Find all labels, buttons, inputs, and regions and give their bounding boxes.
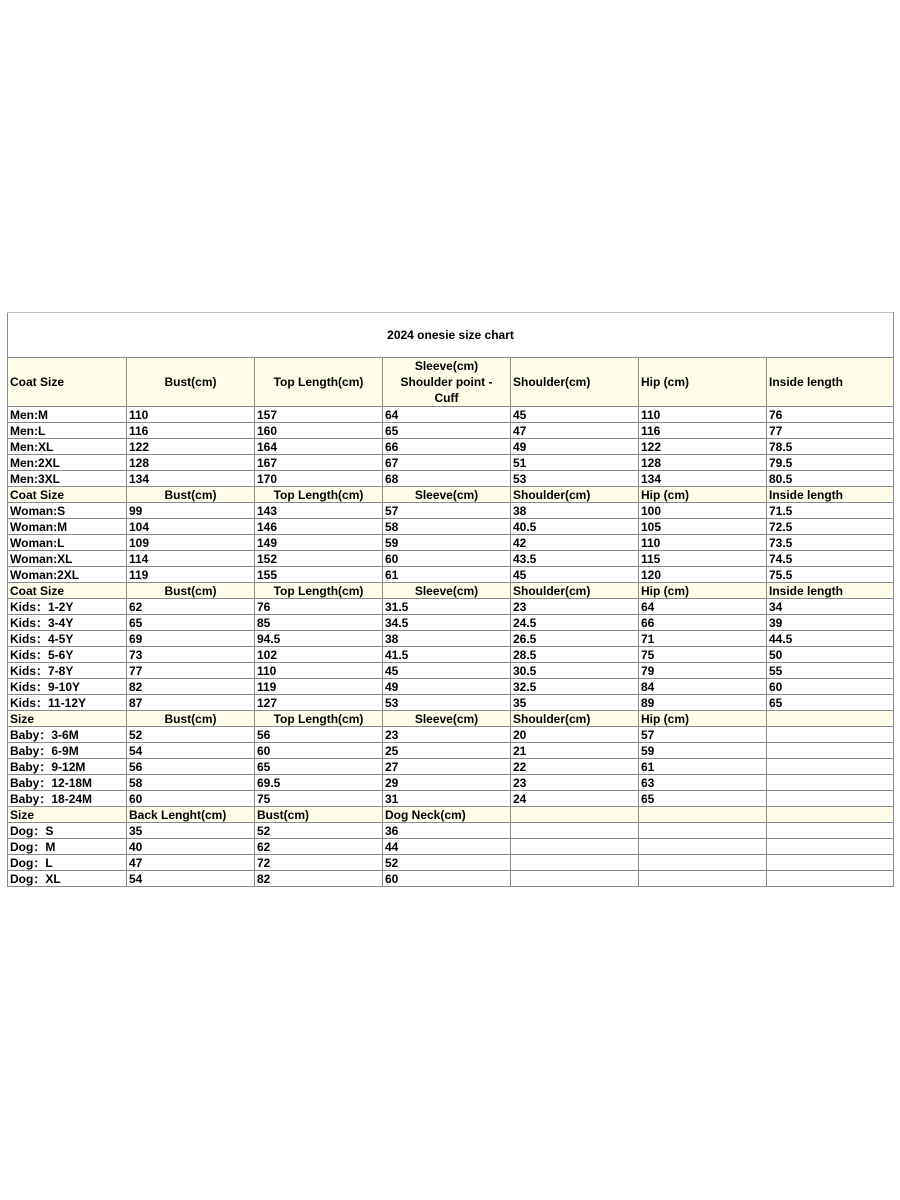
header-cell: Back Lenght(cm) (127, 807, 255, 823)
table-cell (767, 759, 894, 775)
main-header-row (8, 358, 894, 407)
table-cell: Kids：1-2Y (8, 599, 127, 615)
header-cell: Hip (cm) (639, 358, 767, 407)
table-cell: 45 (383, 663, 511, 679)
table-cell: 110 (255, 663, 383, 679)
table-cell: 99 (127, 503, 255, 519)
table-cell: 50 (767, 647, 894, 663)
table-cell (511, 823, 639, 839)
table-cell: 20 (511, 727, 639, 743)
table-cell: 119 (255, 679, 383, 695)
table-cell: Kids：5-6Y (8, 647, 127, 663)
table-cell: 82 (255, 871, 383, 887)
table-cell: 34 (767, 599, 894, 615)
table-cell: 45 (511, 567, 639, 583)
table-cell: 79 (639, 663, 767, 679)
table-cell (767, 839, 894, 855)
header-cell: Top Length(cm) (255, 583, 383, 599)
table-cell: 62 (127, 599, 255, 615)
table-cell: 55 (767, 663, 894, 679)
table-cell: 56 (127, 759, 255, 775)
table-cell: 143 (255, 503, 383, 519)
header-cell: Coat Size (8, 358, 127, 407)
table-cell (767, 871, 894, 887)
table-cell: Baby：6-9M (8, 743, 127, 759)
table-cell: 54 (127, 871, 255, 887)
header-cell: Hip (cm) (639, 583, 767, 599)
table-cell: Dog：S (8, 823, 127, 839)
table-row (8, 599, 894, 615)
table-row (8, 871, 894, 887)
table-cell (767, 727, 894, 743)
table-cell: 85 (255, 615, 383, 631)
table-cell: 58 (383, 519, 511, 535)
section-header-row (8, 711, 894, 727)
table-row (8, 759, 894, 775)
table-cell: Men:XL (8, 439, 127, 455)
section-header-row (8, 583, 894, 599)
table-row (8, 727, 894, 743)
header-cell: Shoulder(cm) (511, 487, 639, 503)
table-row (8, 503, 894, 519)
table-cell: 27 (383, 759, 511, 775)
table-cell: Woman:S (8, 503, 127, 519)
table-cell: 65 (255, 759, 383, 775)
table-row (8, 615, 894, 631)
size-chart-table (7, 312, 894, 887)
table-cell: 84 (639, 679, 767, 695)
table-cell: 59 (639, 743, 767, 759)
table-row (8, 839, 894, 855)
table-row (8, 695, 894, 711)
table-cell: Dog：XL (8, 871, 127, 887)
table-cell: Kids：11-12Y (8, 695, 127, 711)
table-cell: Men:L (8, 423, 127, 439)
table-cell: 43.5 (511, 551, 639, 567)
table-row (8, 663, 894, 679)
table-row (8, 679, 894, 695)
table-cell: Woman:2XL (8, 567, 127, 583)
table-cell: 54 (127, 743, 255, 759)
table-cell: 44.5 (767, 631, 894, 647)
table-cell: 45 (511, 407, 639, 423)
table-cell: 116 (127, 423, 255, 439)
table-cell: 76 (767, 407, 894, 423)
table-cell: 57 (639, 727, 767, 743)
table-cell: 76 (255, 599, 383, 615)
header-cell: Hip (cm) (639, 487, 767, 503)
table-cell: 127 (255, 695, 383, 711)
header-cell: Bust(cm) (127, 711, 255, 727)
table-cell: 52 (255, 823, 383, 839)
header-cell: Bust(cm) (255, 807, 383, 823)
header-cell: Hip (cm) (639, 711, 767, 727)
table-cell: 72 (255, 855, 383, 871)
header-cell: Coat Size (8, 583, 127, 599)
table-cell: 80.5 (767, 471, 894, 487)
table-cell: 40.5 (511, 519, 639, 535)
table-cell: Kids：7-8Y (8, 663, 127, 679)
table-cell: 89 (639, 695, 767, 711)
header-cell: Sleeve(cm) (383, 711, 511, 727)
table-cell: 74.5 (767, 551, 894, 567)
table-row (8, 743, 894, 759)
table-cell: 75 (255, 791, 383, 807)
table-cell (511, 871, 639, 887)
table-cell: 34.5 (383, 615, 511, 631)
header-cell (639, 807, 767, 823)
table-cell: 65 (127, 615, 255, 631)
table-cell: 28.5 (511, 647, 639, 663)
table-cell: Baby：12-18M (8, 775, 127, 791)
table-cell (767, 775, 894, 791)
table-cell: 116 (639, 423, 767, 439)
table-cell: 128 (639, 455, 767, 471)
table-cell: Dog：M (8, 839, 127, 855)
table-cell: 36 (383, 823, 511, 839)
table-cell: 30.5 (511, 663, 639, 679)
header-cell: Dog Neck(cm) (383, 807, 511, 823)
table-cell: 52 (127, 727, 255, 743)
table-cell: 58 (127, 775, 255, 791)
table-cell: 38 (511, 503, 639, 519)
table-cell: 65 (383, 423, 511, 439)
header-cell: Top Length(cm) (255, 711, 383, 727)
table-cell: 128 (127, 455, 255, 471)
table-cell: 67 (383, 455, 511, 471)
table-cell: 72.5 (767, 519, 894, 535)
table-row (8, 519, 894, 535)
table-cell: 53 (511, 471, 639, 487)
table-cell: 114 (127, 551, 255, 567)
table-cell: 31 (383, 791, 511, 807)
header-cell: Bust(cm) (127, 487, 255, 503)
table-cell: 60 (383, 871, 511, 887)
table-cell: Woman:M (8, 519, 127, 535)
table-cell: 82 (127, 679, 255, 695)
table-cell: 61 (639, 759, 767, 775)
table-cell: Kids：4-5Y (8, 631, 127, 647)
table-cell (767, 823, 894, 839)
table-cell (639, 871, 767, 887)
table-cell (639, 855, 767, 871)
header-cell: Bust(cm) (127, 583, 255, 599)
header-cell: Size (8, 807, 127, 823)
table-cell: 69 (127, 631, 255, 647)
table-row (8, 423, 894, 439)
header-cell: Shoulder(cm) (511, 583, 639, 599)
table-cell (639, 823, 767, 839)
table-cell: 23 (511, 599, 639, 615)
table-cell: 155 (255, 567, 383, 583)
header-cell: Size (8, 711, 127, 727)
table-cell: 52 (383, 855, 511, 871)
table-cell: 65 (639, 791, 767, 807)
table-cell (511, 855, 639, 871)
table-cell: 100 (639, 503, 767, 519)
table-row (8, 407, 894, 423)
table-cell: 35 (127, 823, 255, 839)
header-cell: Inside length (767, 583, 894, 599)
table-cell: 152 (255, 551, 383, 567)
table-cell: Baby：9-12M (8, 759, 127, 775)
table-cell: 24 (511, 791, 639, 807)
header-cell: Coat Size (8, 487, 127, 503)
table-cell: 22 (511, 759, 639, 775)
table-cell: 47 (511, 423, 639, 439)
header-cell: Inside length (767, 358, 894, 407)
table-cell: 78.5 (767, 439, 894, 455)
table-row (8, 647, 894, 663)
header-cell: Top Length(cm) (255, 487, 383, 503)
table-cell: Baby：3-6M (8, 727, 127, 743)
table-cell: 21 (511, 743, 639, 759)
table-cell: Men:M (8, 407, 127, 423)
table-cell: 170 (255, 471, 383, 487)
header-cell: Sleeve(cm) (383, 487, 511, 503)
table-cell: 49 (383, 679, 511, 695)
table-cell: 77 (767, 423, 894, 439)
table-cell: 64 (639, 599, 767, 615)
table-cell: 65 (767, 695, 894, 711)
table-cell: 66 (639, 615, 767, 631)
table-cell: 60 (127, 791, 255, 807)
table-cell: Dog：L (8, 855, 127, 871)
table-cell: 32.5 (511, 679, 639, 695)
table-cell (511, 839, 639, 855)
table-row (8, 471, 894, 487)
header-cell: Sleeve(cm) Shoulder point - Cuff (383, 358, 511, 407)
table-cell: 104 (127, 519, 255, 535)
table-cell: 119 (127, 567, 255, 583)
title-row (8, 313, 894, 358)
table-cell: 105 (639, 519, 767, 535)
table-cell: 31.5 (383, 599, 511, 615)
table-cell: 167 (255, 455, 383, 471)
table-cell: 77 (127, 663, 255, 679)
table-cell: 87 (127, 695, 255, 711)
table-cell: 120 (639, 567, 767, 583)
table-cell: Baby：18-24M (8, 791, 127, 807)
section-header-row (8, 487, 894, 503)
table-cell: 60 (383, 551, 511, 567)
table-cell (767, 791, 894, 807)
table-cell: 79.5 (767, 455, 894, 471)
table-cell: 29 (383, 775, 511, 791)
section-header-row (8, 807, 894, 823)
header-cell (767, 807, 894, 823)
table-row (8, 791, 894, 807)
table-cell: 39 (767, 615, 894, 631)
table-cell: 68 (383, 471, 511, 487)
table-cell: 122 (127, 439, 255, 455)
table-row (8, 775, 894, 791)
header-cell (767, 711, 894, 727)
chart-title: 2024 onesie size chart (8, 313, 894, 358)
table-cell: 110 (127, 407, 255, 423)
table-cell: 47 (127, 855, 255, 871)
table-row (8, 535, 894, 551)
table-cell: 60 (255, 743, 383, 759)
table-row (8, 855, 894, 871)
header-cell: Sleeve(cm) (383, 583, 511, 599)
table-cell: 73 (127, 647, 255, 663)
table-row (8, 567, 894, 583)
table-cell: 115 (639, 551, 767, 567)
table-cell: 109 (127, 535, 255, 551)
table-cell: 146 (255, 519, 383, 535)
table-cell: 66 (383, 439, 511, 455)
header-cell: Top Length(cm) (255, 358, 383, 407)
table-cell: Kids：9-10Y (8, 679, 127, 695)
table-cell: Kids：3-4Y (8, 615, 127, 631)
table-cell: 160 (255, 423, 383, 439)
table-cell: 75.5 (767, 567, 894, 583)
table-cell: Woman:XL (8, 551, 127, 567)
table-cell: 49 (511, 439, 639, 455)
table-cell: 71 (639, 631, 767, 647)
header-cell: Inside length (767, 487, 894, 503)
table-cell: 75 (639, 647, 767, 663)
table-cell: Men:3XL (8, 471, 127, 487)
header-cell: Shoulder(cm) (511, 711, 639, 727)
table-cell: 26.5 (511, 631, 639, 647)
table-cell: 110 (639, 535, 767, 551)
table-cell: 40 (127, 839, 255, 855)
table-cell: Men:2XL (8, 455, 127, 471)
table-cell: 157 (255, 407, 383, 423)
table-row (8, 823, 894, 839)
table-cell: 71.5 (767, 503, 894, 519)
header-cell: Bust(cm) (127, 358, 255, 407)
table-cell: 62 (255, 839, 383, 855)
table-cell: 56 (255, 727, 383, 743)
table-cell: 60 (767, 679, 894, 695)
table-cell: 64 (383, 407, 511, 423)
table-cell: 23 (383, 727, 511, 743)
table-row (8, 551, 894, 567)
table-cell: 102 (255, 647, 383, 663)
table-cell: 134 (127, 471, 255, 487)
table-cell: 42 (511, 535, 639, 551)
table-cell: 63 (639, 775, 767, 791)
table-row (8, 631, 894, 647)
table-cell: 94.5 (255, 631, 383, 647)
header-cell: Shoulder(cm) (511, 358, 639, 407)
table-cell: 61 (383, 567, 511, 583)
table-cell (767, 855, 894, 871)
table-cell: 134 (639, 471, 767, 487)
table-cell: 73.5 (767, 535, 894, 551)
table-cell (639, 839, 767, 855)
table-cell: 38 (383, 631, 511, 647)
table-cell: 51 (511, 455, 639, 471)
table-cell: Woman:L (8, 535, 127, 551)
table-cell: 41.5 (383, 647, 511, 663)
table-cell: 24.5 (511, 615, 639, 631)
table-row (8, 455, 894, 471)
header-cell (511, 807, 639, 823)
table-cell: 149 (255, 535, 383, 551)
table-cell: 110 (639, 407, 767, 423)
table-cell: 122 (639, 439, 767, 455)
table-cell: 164 (255, 439, 383, 455)
table-cell (767, 743, 894, 759)
table-cell: 69.5 (255, 775, 383, 791)
table-cell: 53 (383, 695, 511, 711)
table-cell: 59 (383, 535, 511, 551)
table-row (8, 439, 894, 455)
table-cell: 23 (511, 775, 639, 791)
table-cell: 44 (383, 839, 511, 855)
table-cell: 35 (511, 695, 639, 711)
table-cell: 25 (383, 743, 511, 759)
table-cell: 57 (383, 503, 511, 519)
